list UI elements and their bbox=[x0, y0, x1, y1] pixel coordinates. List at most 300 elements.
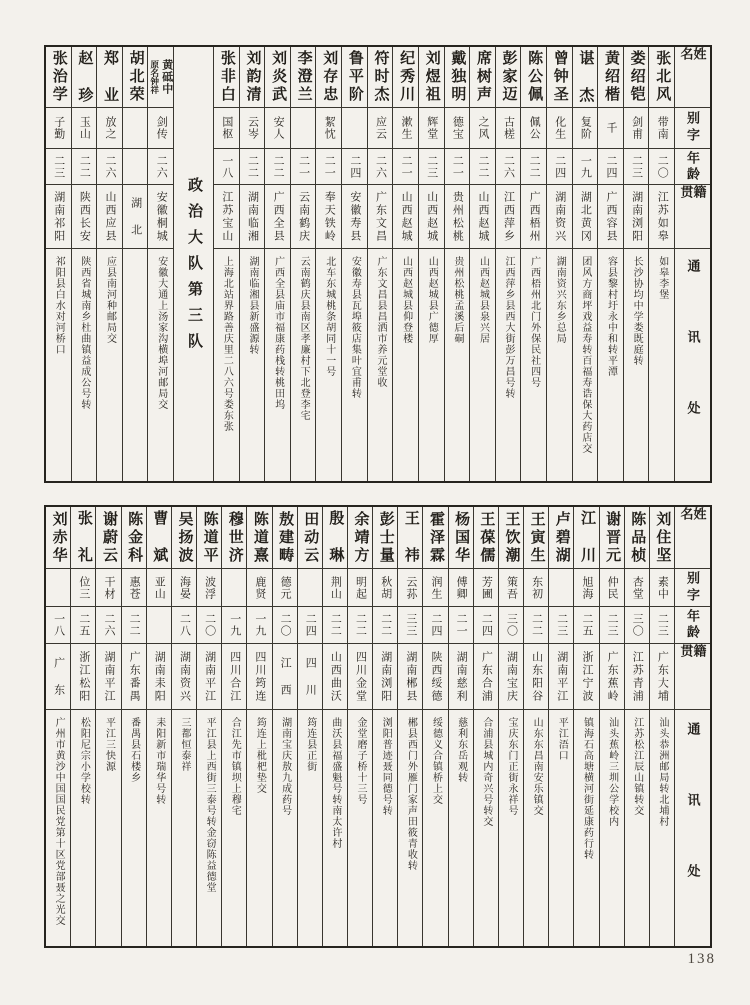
age-cell bbox=[123, 149, 148, 185]
address-cell: 金堂磨子桥十三号 bbox=[355, 717, 367, 805]
courtesy-name-cell: 剑甫 bbox=[624, 108, 649, 149]
age-cell: 二三 bbox=[549, 607, 573, 644]
roster-entry-column bbox=[469, 47, 495, 481]
native-place-cell: 广西容县 bbox=[598, 185, 623, 249]
age-cell: 三〇 bbox=[625, 607, 649, 644]
native-place-cell: 广东大埔 bbox=[650, 644, 674, 710]
name-cell: 余靖方 bbox=[348, 507, 372, 569]
age-cell: 二一 bbox=[291, 149, 316, 185]
native-place-cell: 陕西长安 bbox=[72, 185, 97, 249]
native-place-cell: 湖南平江 bbox=[549, 644, 573, 710]
address-cell: 应县南河种邮局交 bbox=[104, 256, 116, 344]
name-cell: 彭家迈 bbox=[496, 47, 521, 108]
name-cell: 谢蔚云 bbox=[96, 507, 120, 569]
native-place-cell: 江 西 bbox=[273, 644, 297, 710]
native-place-cell: 云南鹤庆 bbox=[291, 185, 316, 249]
address-cell: 湖南资兴东乡总局 bbox=[554, 256, 566, 344]
roster-entry-column bbox=[444, 47, 470, 481]
age-cell: 二二 bbox=[323, 607, 347, 644]
courtesy-name-cell: 鹿贤 bbox=[247, 569, 271, 607]
roster-entry-column bbox=[341, 47, 367, 481]
name-cell: 鲁平阶 bbox=[342, 47, 367, 108]
age-cell: 一九 bbox=[573, 149, 598, 185]
roster-entry-column bbox=[70, 507, 95, 946]
native-place-cell: 湖南资兴 bbox=[547, 185, 572, 249]
roster-entry-column bbox=[392, 47, 418, 481]
courtesy-name-cell: 海晏 bbox=[172, 569, 196, 607]
native-place-cell: 山西赵城 bbox=[470, 185, 495, 249]
name-cell: 张治学 bbox=[46, 47, 71, 108]
address-cell: 上海北站界路善庆里二八六号娄东张 bbox=[221, 256, 233, 432]
address-cell: 山西赵城县泉兴居 bbox=[477, 256, 489, 344]
courtesy-name-cell bbox=[342, 108, 367, 149]
roster-entry-column bbox=[122, 47, 148, 481]
courtesy-name-cell: 秋胡 bbox=[373, 569, 397, 607]
age-cell: 二四 bbox=[342, 149, 367, 185]
courtesy-name-cell: 化生 bbox=[547, 108, 572, 149]
roster-entry-column bbox=[624, 507, 649, 946]
name-cell: 穆世济 bbox=[222, 507, 246, 569]
name-cell: 王寅生 bbox=[524, 507, 548, 569]
courtesy-name-cell: 德宝 bbox=[445, 108, 470, 149]
address-cell: 山东东昌南安乐镇交 bbox=[531, 717, 543, 816]
address-cell: 如皋李堡 bbox=[656, 256, 668, 300]
name-cell: 刘煜祖 bbox=[419, 47, 444, 108]
age-cell: 二四 bbox=[298, 607, 322, 644]
name-cell: 谢晋元 bbox=[600, 507, 624, 569]
roster-entry-column bbox=[196, 507, 221, 946]
courtesy-name-cell bbox=[291, 108, 316, 149]
age-cell: 三三 bbox=[398, 607, 422, 644]
name-cell: 吴扬波 bbox=[172, 507, 196, 569]
name-cell: 张非白 bbox=[214, 47, 239, 108]
native-place-cell: 四川合江 bbox=[222, 644, 246, 710]
courtesy-name-cell: 德元 bbox=[273, 569, 297, 607]
roster-entry-column bbox=[221, 507, 246, 946]
age-cell: 二一 bbox=[445, 149, 470, 185]
roster-entry-column bbox=[523, 507, 548, 946]
roster-entry-column bbox=[448, 507, 473, 946]
age-cell: 二三 bbox=[650, 607, 674, 644]
native-place-cell: 广东蕉岭 bbox=[600, 644, 624, 710]
name-cell: 刘韵清 bbox=[240, 47, 265, 108]
roster-entry-column bbox=[397, 507, 422, 946]
name-cell: 谌 杰 bbox=[573, 47, 598, 108]
address-cell: 宝庆东门正街永祥号 bbox=[505, 717, 517, 816]
roster-entry-column bbox=[46, 507, 70, 946]
native-place-cell: 湖南平江 bbox=[197, 644, 221, 710]
address-cell: 江苏松江辰山镇转交 bbox=[631, 717, 643, 816]
name-cell: 陈公佩 bbox=[521, 47, 546, 108]
name-cell: 胡北荣 bbox=[123, 47, 148, 108]
age-cell: 二二 bbox=[373, 607, 397, 644]
age-cell: 二三 bbox=[600, 607, 624, 644]
roster-entry-column bbox=[46, 47, 71, 481]
header-address-label: 通讯处 bbox=[685, 721, 701, 935]
age-cell: 二二 bbox=[72, 149, 97, 185]
name-cell: 江 川 bbox=[574, 507, 598, 569]
native-place-cell: 山西曲沃 bbox=[323, 644, 347, 710]
header-column bbox=[674, 47, 710, 481]
courtesy-name-cell: 玉山 bbox=[72, 108, 97, 149]
courtesy-name-cell: 润生 bbox=[423, 569, 447, 607]
address-cell: 平江县上西街三泰号转金窃陈益德堂 bbox=[204, 717, 216, 893]
native-place-cell: 山西应县 bbox=[97, 185, 122, 249]
roster-entry-column bbox=[290, 47, 316, 481]
header-column bbox=[674, 507, 710, 946]
name-cell: 王 祎 bbox=[398, 507, 422, 569]
native-place-cell: 湖南宝庆 bbox=[499, 644, 523, 710]
name-cell: 刘赤华 bbox=[46, 507, 70, 569]
name-cell: 戴独明 bbox=[445, 47, 470, 108]
native-place-cell: 广 东 bbox=[46, 644, 70, 710]
roster-table-bottom bbox=[44, 505, 712, 948]
roster-entry-column bbox=[315, 47, 341, 481]
native-place-cell: 湖 北 bbox=[123, 185, 148, 249]
address-cell: 广西全县庙市福康药栈转桃田坞 bbox=[272, 256, 284, 410]
address-cell: 汕头蕉岭三圳公学校内 bbox=[606, 717, 618, 827]
courtesy-name-cell: 之风 bbox=[470, 108, 495, 149]
roster-entry-column bbox=[239, 47, 265, 481]
native-place-cell: 山西赵城 bbox=[393, 185, 418, 249]
address-cell: 汕头恭洲邮局转北埔村 bbox=[656, 717, 668, 827]
courtesy-name-cell: 放之 bbox=[97, 108, 122, 149]
name-cell: 刘住坚 bbox=[650, 507, 674, 569]
native-place-cell: 广西全县 bbox=[265, 185, 290, 249]
roster-entry-column bbox=[572, 47, 598, 481]
native-place-cell: 湖南耒阳 bbox=[147, 644, 171, 710]
age-cell: 二六 bbox=[496, 149, 521, 185]
age-cell: 二四 bbox=[474, 607, 498, 644]
name-cell: 陈道熹 bbox=[247, 507, 271, 569]
address-cell: 云南鹤庆县南区孝廉村下北登李宅 bbox=[298, 256, 310, 421]
roster-entry-column bbox=[322, 507, 347, 946]
age-cell: 二二 bbox=[521, 149, 546, 185]
age-cell: 二五 bbox=[71, 607, 95, 644]
age-cell: 二一 bbox=[316, 149, 341, 185]
native-place-cell: 浙江宁波 bbox=[574, 644, 598, 710]
roster-entry-column bbox=[213, 47, 239, 481]
courtesy-name-cell: 东初 bbox=[524, 569, 548, 607]
address-cell: 容县黎村圩永中和转平潭 bbox=[605, 256, 617, 377]
name-cell bbox=[148, 47, 173, 108]
name-cell: 曾钟圣 bbox=[547, 47, 572, 108]
age-cell: 二六 bbox=[96, 607, 120, 644]
courtesy-name-cell: 应云 bbox=[368, 108, 393, 149]
courtesy-name-cell bbox=[123, 108, 148, 149]
age-cell: 二二 bbox=[265, 149, 290, 185]
courtesy-name-cell bbox=[549, 569, 573, 607]
native-place-cell: 江苏如皋 bbox=[649, 185, 674, 249]
roster-entry-column bbox=[473, 507, 498, 946]
courtesy-name-cell bbox=[222, 569, 246, 607]
address-cell: 祁阳县白水对河桥口 bbox=[53, 256, 65, 355]
native-place-cell: 山西赵城 bbox=[419, 185, 444, 249]
address-cell: 广州市黄沙中国国民党第十区党部聂之光交 bbox=[53, 717, 65, 926]
native-place-cell: 四 川 bbox=[298, 644, 322, 710]
header-age-label: 年龄 bbox=[675, 149, 710, 185]
name-cell: 刘存忠 bbox=[316, 47, 341, 108]
courtesy-name-cell: 傅卿 bbox=[449, 569, 473, 607]
age-cell: 二〇 bbox=[649, 149, 674, 185]
age-cell: 二二 bbox=[122, 607, 146, 644]
courtesy-name-cell: 明起 bbox=[348, 569, 372, 607]
address-cell: 山西赵城县广德厚 bbox=[426, 256, 438, 344]
age-cell: 二〇 bbox=[197, 607, 221, 644]
courtesy-name-cell: 辉堂 bbox=[419, 108, 444, 149]
age-cell: 二二 bbox=[524, 607, 548, 644]
name-text: 黄砥中 bbox=[160, 59, 173, 95]
courtesy-name-cell: 国枢 bbox=[214, 108, 239, 149]
name-cell: 张北风 bbox=[649, 47, 674, 108]
courtesy-name-cell: 云岑 bbox=[240, 108, 265, 149]
roster-entry-column bbox=[648, 47, 674, 481]
name-cell: 刘炎武 bbox=[265, 47, 290, 108]
native-place-cell: 广东合浦 bbox=[474, 644, 498, 710]
address-cell: 合江先市镇坝上穆宅 bbox=[229, 717, 241, 816]
address-cell: 郴县西门外雁门家声田筱青收转 bbox=[405, 717, 417, 871]
age-cell: 二四 bbox=[547, 149, 572, 185]
original-name-note: 原名钟祥 bbox=[149, 60, 160, 94]
address-cell: 慈利东岳观转 bbox=[455, 717, 467, 783]
age-cell: 二八 bbox=[172, 607, 196, 644]
courtesy-name-cell: 云荪 bbox=[398, 569, 422, 607]
age-cell: 二二 bbox=[470, 149, 495, 185]
native-place-cell: 江苏宝山 bbox=[214, 185, 239, 249]
courtesy-name-cell: 策吾 bbox=[499, 569, 523, 607]
native-place-cell: 湖南资兴 bbox=[172, 644, 196, 710]
native-place-cell: 广东番禺 bbox=[122, 644, 146, 710]
roster-entry-column bbox=[95, 507, 120, 946]
page-number: 138 bbox=[687, 951, 716, 967]
courtesy-name-cell: 古槎 bbox=[496, 108, 521, 149]
roster-entry-column bbox=[347, 507, 372, 946]
header-native-label: 籍贯 bbox=[675, 644, 710, 710]
address-cell: 湖南宝庆敖九成药号 bbox=[279, 717, 291, 816]
native-place-cell: 安徽桐城 bbox=[148, 185, 173, 249]
address-cell: 镇海石高塘横河街延康药行转 bbox=[581, 717, 593, 860]
address-cell: 平江三快源 bbox=[103, 717, 115, 772]
native-place-cell: 安徽寿县 bbox=[342, 185, 367, 249]
header-zi-label: 别字 bbox=[675, 569, 710, 607]
roster-entry-column bbox=[422, 507, 447, 946]
address-cell: 安徽寿县瓦埠筱店集叶宜甫转 bbox=[349, 256, 361, 399]
age-cell: 二二 bbox=[348, 607, 372, 644]
roster-entry-column bbox=[146, 507, 171, 946]
roster-entry-column bbox=[121, 507, 146, 946]
courtesy-name-cell: 仲民 bbox=[600, 569, 624, 607]
address-cell: 松阳尼宗小学校转 bbox=[78, 717, 90, 805]
courtesy-name-cell: 安人 bbox=[265, 108, 290, 149]
native-place-cell: 湖南郴县 bbox=[398, 644, 422, 710]
courtesy-name-cell: 惠苍 bbox=[122, 569, 146, 607]
age-cell: 一八 bbox=[214, 149, 239, 185]
courtesy-name-cell: 千 bbox=[598, 108, 623, 149]
courtesy-name-cell: 复阶 bbox=[573, 108, 598, 149]
address-cell: 筠连县正街 bbox=[304, 717, 316, 772]
age-cell: 一九 bbox=[222, 607, 246, 644]
address-cell: 三都恒泰祥 bbox=[178, 717, 190, 772]
courtesy-name-cell: 杏堂 bbox=[625, 569, 649, 607]
age-cell: 二三 bbox=[419, 149, 444, 185]
courtesy-name-cell: 剑传 bbox=[148, 108, 173, 149]
section-title-column bbox=[173, 47, 213, 481]
age-cell: 二六 bbox=[97, 149, 122, 185]
address-cell: 安徽大通上汤家沟横埠河邮局交 bbox=[155, 256, 167, 410]
name-cell: 纪秀川 bbox=[393, 47, 418, 108]
native-place-cell: 江苏青浦 bbox=[625, 644, 649, 710]
address-cell: 筠连上枇杷垫交 bbox=[254, 717, 266, 794]
name-cell: 霍泽霖 bbox=[423, 507, 447, 569]
age-cell: 一九 bbox=[247, 607, 271, 644]
roster-entry-column bbox=[272, 507, 297, 946]
address-cell bbox=[123, 249, 148, 481]
address-cell: 耒阳新市瑞华号转 bbox=[153, 717, 165, 805]
age-cell: 二六 bbox=[368, 149, 393, 185]
age-cell: 二一 bbox=[449, 607, 473, 644]
address-cell: 北车东城桃条胡同十一号 bbox=[323, 256, 335, 377]
courtesy-name-cell: 波浮 bbox=[197, 569, 221, 607]
header-native-label: 籍贯 bbox=[675, 185, 710, 249]
roster-entry-column bbox=[597, 47, 623, 481]
roster-entry-column bbox=[246, 507, 271, 946]
header-age-label: 年龄 bbox=[675, 607, 710, 644]
native-place-cell: 湖南祁阳 bbox=[46, 185, 71, 249]
address-cell: 长沙协均中学娄既庭转 bbox=[631, 256, 643, 366]
courtesy-name-cell: 芳圃 bbox=[474, 569, 498, 607]
name-cell: 符时杰 bbox=[368, 47, 393, 108]
roster-entry-column bbox=[548, 507, 573, 946]
roster-entry-column bbox=[367, 47, 393, 481]
age-cell: 二四 bbox=[423, 607, 447, 644]
header-zi-label: 别字 bbox=[675, 108, 710, 149]
roster-entry-column bbox=[573, 507, 598, 946]
address-cell: 陕西省城南乡杜曲镇益成公号转 bbox=[78, 256, 90, 410]
name-cell: 王葆儒 bbox=[474, 507, 498, 569]
roster-entry-column bbox=[297, 507, 322, 946]
roster-entry-column bbox=[264, 47, 290, 481]
address-cell: 浏阳普迹聂同德号转 bbox=[380, 717, 392, 816]
name-cell: 黄绍楷 bbox=[598, 47, 623, 108]
roster-entry-column bbox=[147, 47, 173, 481]
name-cell: 李澄兰 bbox=[291, 47, 316, 108]
courtesy-name-cell: 旭海 bbox=[574, 569, 598, 607]
roster-entry-column bbox=[372, 507, 397, 946]
address-cell: 广东文昌县昌洒市养元堂收 bbox=[375, 256, 386, 388]
name-cell: 郑 业 bbox=[97, 47, 122, 108]
age-cell bbox=[147, 607, 171, 644]
name-cell: 娄绍铠 bbox=[624, 47, 649, 108]
native-place-cell: 山东阳谷 bbox=[524, 644, 548, 710]
roster-entry-column bbox=[520, 47, 546, 481]
section-title: 政治大队第三队 bbox=[186, 177, 203, 359]
native-place-cell: 广西梧州 bbox=[521, 185, 546, 249]
courtesy-name-cell: 干材 bbox=[96, 569, 120, 607]
courtesy-name-cell: 佩公 bbox=[521, 108, 546, 149]
roster-entry-column bbox=[171, 507, 196, 946]
age-cell: 二〇 bbox=[273, 607, 297, 644]
name-cell: 卢碧湖 bbox=[549, 507, 573, 569]
address-cell: 曲沃县福盛魁号转南太许村 bbox=[329, 717, 341, 849]
native-place-cell: 陕西绥德 bbox=[423, 644, 447, 710]
age-cell: 二一 bbox=[393, 149, 418, 185]
name-cell: 席树声 bbox=[470, 47, 495, 108]
courtesy-name-cell bbox=[298, 569, 322, 607]
name-cell: 殷 琳 bbox=[323, 507, 347, 569]
name-cell: 赵 珍 bbox=[72, 47, 97, 108]
header-name-label: 姓名 bbox=[675, 47, 710, 108]
name-cell: 张 礼 bbox=[71, 507, 95, 569]
native-place-cell: 贵州松桃 bbox=[445, 185, 470, 249]
address-cell: 合浦县城内奇兴号转交 bbox=[480, 717, 492, 827]
address-cell: 江西萍乡县西大街彭万昌号转 bbox=[503, 256, 515, 399]
name-cell: 曹 斌 bbox=[147, 507, 171, 569]
native-place-cell: 湖南临湘 bbox=[240, 185, 265, 249]
roster-entry-column bbox=[96, 47, 122, 481]
courtesy-name-cell: 荆山 bbox=[323, 569, 347, 607]
roster-entry-column bbox=[599, 507, 624, 946]
native-place-cell: 奉天铁岭 bbox=[316, 185, 341, 249]
roster-entry-column bbox=[498, 507, 523, 946]
address-cell: 贵州松桃孟溪后硐 bbox=[451, 256, 463, 344]
native-place-cell: 广东文昌 bbox=[368, 185, 393, 249]
courtesy-name-cell: 带南 bbox=[649, 108, 674, 149]
roster-table-top bbox=[44, 45, 712, 483]
age-cell: 三〇 bbox=[499, 607, 523, 644]
native-place-cell: 四川金堂 bbox=[348, 644, 372, 710]
courtesy-name-cell: 位三 bbox=[71, 569, 95, 607]
native-place-cell: 浙江松阳 bbox=[71, 644, 95, 710]
courtesy-name-cell: 絜忱 bbox=[316, 108, 341, 149]
native-place-cell: 江西萍乡 bbox=[496, 185, 521, 249]
name-cell: 彭士量 bbox=[373, 507, 397, 569]
age-cell: 二二 bbox=[240, 149, 265, 185]
courtesy-name-cell: 漱生 bbox=[393, 108, 418, 149]
name-cell: 陈道平 bbox=[197, 507, 221, 569]
roster-entry-column bbox=[495, 47, 521, 481]
age-cell: 一八 bbox=[46, 607, 70, 644]
age-cell: 二三 bbox=[46, 149, 71, 185]
roster-entry-column bbox=[71, 47, 97, 481]
age-cell: 二五 bbox=[574, 607, 598, 644]
native-place-cell: 湖南平江 bbox=[96, 644, 120, 710]
name-cell: 田动云 bbox=[298, 507, 322, 569]
courtesy-name-cell: 亚山 bbox=[147, 569, 171, 607]
roster-entry-column bbox=[546, 47, 572, 481]
courtesy-name-cell: 素中 bbox=[650, 569, 674, 607]
age-cell: 二四 bbox=[598, 149, 623, 185]
name-cell: 王饮潮 bbox=[499, 507, 523, 569]
roster-entry-column bbox=[649, 507, 674, 946]
native-place-cell: 湖南浏阳 bbox=[624, 185, 649, 249]
name-cell: 杨国华 bbox=[449, 507, 473, 569]
name-cell: 敖建畴 bbox=[273, 507, 297, 569]
address-cell: 山西赵城县仰登楼 bbox=[400, 256, 412, 344]
address-cell: 广西梧州北门外保民社四号 bbox=[528, 256, 540, 388]
native-place-cell: 湖南慈利 bbox=[449, 644, 473, 710]
address-cell: 平江浯口 bbox=[556, 717, 568, 761]
address-cell: 团风方商坪戏益寿转百福寿诰保大药店交 bbox=[579, 256, 591, 454]
age-cell: 二三 bbox=[624, 149, 649, 185]
name-cell: 陈金科 bbox=[122, 507, 146, 569]
name-cell: 陈品桢 bbox=[625, 507, 649, 569]
courtesy-name-cell bbox=[46, 569, 70, 607]
roster-entry-column bbox=[418, 47, 444, 481]
native-place-cell: 四川筠连 bbox=[247, 644, 271, 710]
native-place-cell: 湖北黄冈 bbox=[573, 185, 598, 249]
header-address-label: 通讯处 bbox=[685, 258, 701, 472]
roster-entry-column bbox=[623, 47, 649, 481]
